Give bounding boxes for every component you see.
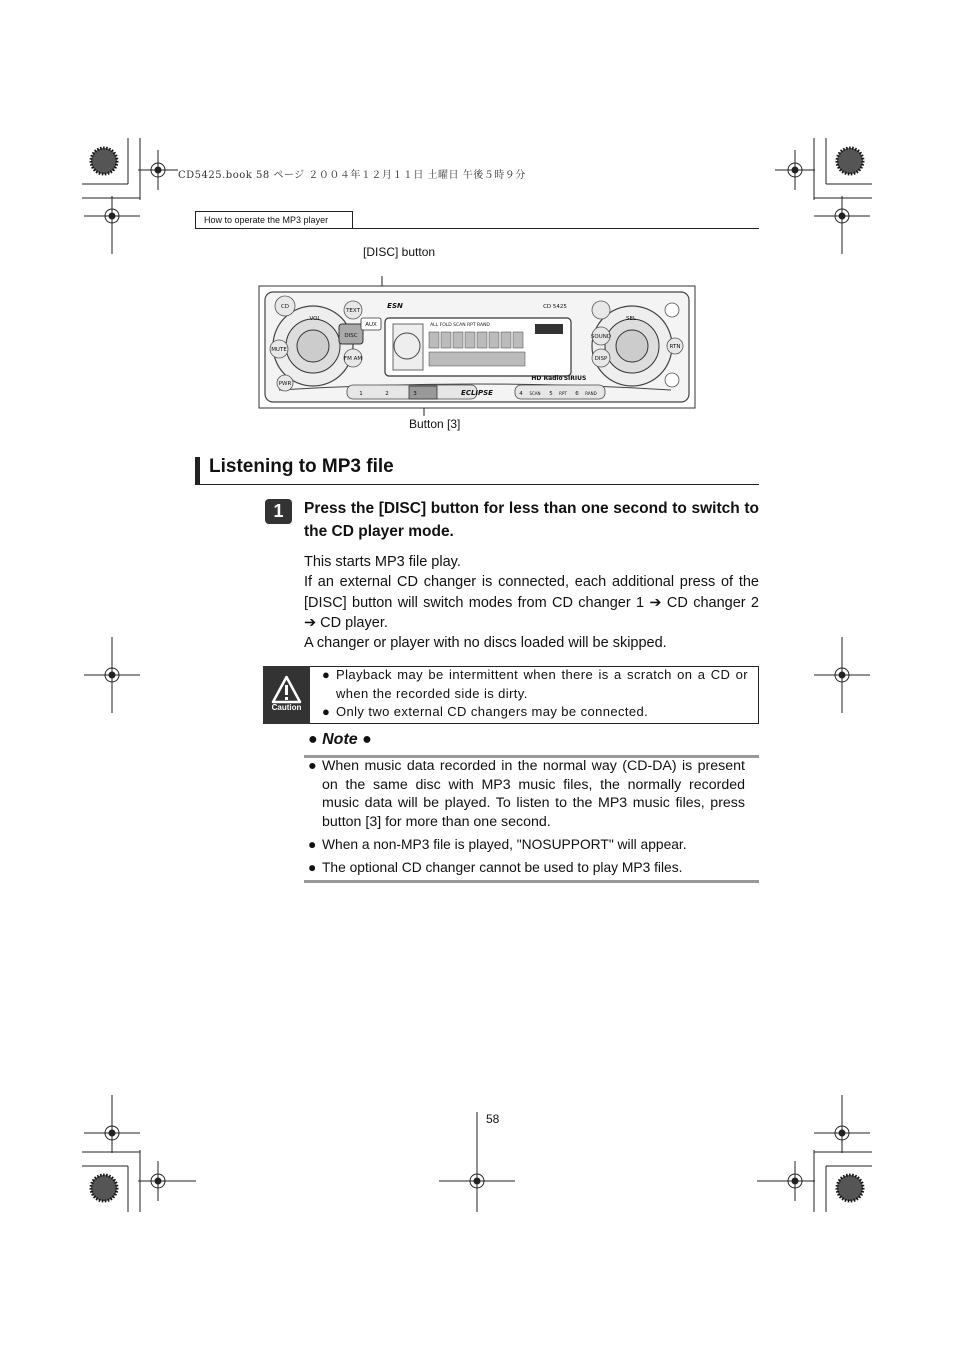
note-item-text: When a non-MP3 file is played, "NOSUPPORT" will appear. (322, 837, 687, 852)
note-item (308, 757, 745, 831)
print-header: CD5425.book 58 ページ ２００４年１２月１１日 土曜日 午後５時９分 (178, 170, 526, 181)
note-item-text: The optional CD changer cannot be used to play MP3 files. (322, 860, 683, 875)
section-marker (195, 457, 200, 485)
device-sound-label: SOUND (590, 334, 612, 340)
device-text-label: TEXT (346, 308, 360, 314)
caution-item-text: Playback may be intermittent when there is a scratch on a CD or when the recorded side is dirty. (336, 667, 748, 701)
note-title: Note (322, 731, 358, 748)
preset-6-sub: RAND (585, 391, 597, 396)
preset-2-label: 2 (385, 391, 389, 397)
section-title: Listening to MP3 file (209, 456, 394, 477)
device-fmam-label: FM AM (343, 356, 363, 362)
device-pwr-label: PWR (278, 381, 292, 387)
device-hd-radio-badge: HD Radio (531, 375, 563, 382)
caution-item-text: Only two external CD changers may be connected. (336, 704, 649, 719)
preset-4-sub: SCAN (529, 391, 541, 396)
note-heading (308, 731, 372, 749)
bullet-icon: ● (308, 860, 317, 875)
note-item (308, 859, 745, 878)
caution-item (322, 702, 748, 721)
note-item (308, 836, 745, 855)
device-model-label: CD 5425 (543, 304, 567, 310)
step-number-badge: 1 (265, 499, 292, 524)
preset-6-label: 6 (575, 391, 579, 397)
preset-4-label: 4 (519, 391, 523, 397)
bullet-icon: ● (308, 837, 317, 852)
device-cd-label: CD (280, 304, 290, 310)
preset-5-sub: RPT (559, 391, 567, 396)
device-top-brand: ESN (387, 302, 403, 310)
page-number: 58 (486, 1112, 500, 1126)
bullet-icon: ● (322, 704, 331, 719)
header-rule (195, 228, 759, 229)
preset-5-label: 5 (549, 391, 553, 397)
device-aux-label: AUX (365, 322, 377, 328)
button3-callout: Button [3] (409, 417, 461, 431)
bullet-icon: ● (322, 667, 331, 682)
preset-3-label: 3 (413, 391, 417, 397)
device-rtn-label: RTN (669, 344, 681, 350)
note-item-text: When music data recorded in the normal way (CD-DA) is present on the same disc with MP3 music files, the normally recorded music data will be played. To listen to the MP3 music files, press button [3] for more than one second. (322, 758, 745, 830)
device-mute-label: MUTE (271, 347, 287, 353)
preset-1-label: 1 (359, 391, 363, 397)
car-stereo-illustration (255, 262, 700, 418)
step-instruction: Press the [DISC] button for less than one second to switch to the CD player mode. (304, 500, 759, 540)
body-paragraph: A changer or player with no discs loaded will be skipped. (304, 635, 667, 652)
caution-label: Caution (271, 703, 302, 712)
body-paragraph: If an external CD changer is connected, each additional press of the [DISC] button will switch modes from CD changer 1 ➔ CD changer 2 ➔ CD player. (304, 574, 759, 631)
bullet-icon: ● (308, 758, 317, 774)
caution-item (322, 665, 748, 703)
device-display-modes: ALL FOLD SCAN RPT RAND (430, 323, 490, 328)
device-brand-logo: ECLIPSE (461, 389, 493, 397)
disc-button-callout: [DISC] button (363, 245, 436, 259)
bullet-icon: ● (308, 731, 318, 748)
device-disp-label: DISP (594, 356, 608, 362)
body-paragraph: This starts MP3 file play. (304, 554, 461, 570)
bullet-icon: ● (362, 731, 372, 748)
device-disc-label: DISC (344, 333, 358, 339)
running-header: How to operate the MP3 player (195, 211, 353, 228)
note-bottom-rule (304, 880, 759, 883)
device-sirius-badge: SIRIUS (563, 375, 587, 382)
caution-sidebar (263, 666, 310, 724)
device-vol-label: VOL (309, 316, 321, 322)
section-rule (195, 484, 759, 485)
device-sel-label: SEL (625, 316, 637, 322)
step-description (304, 552, 759, 653)
